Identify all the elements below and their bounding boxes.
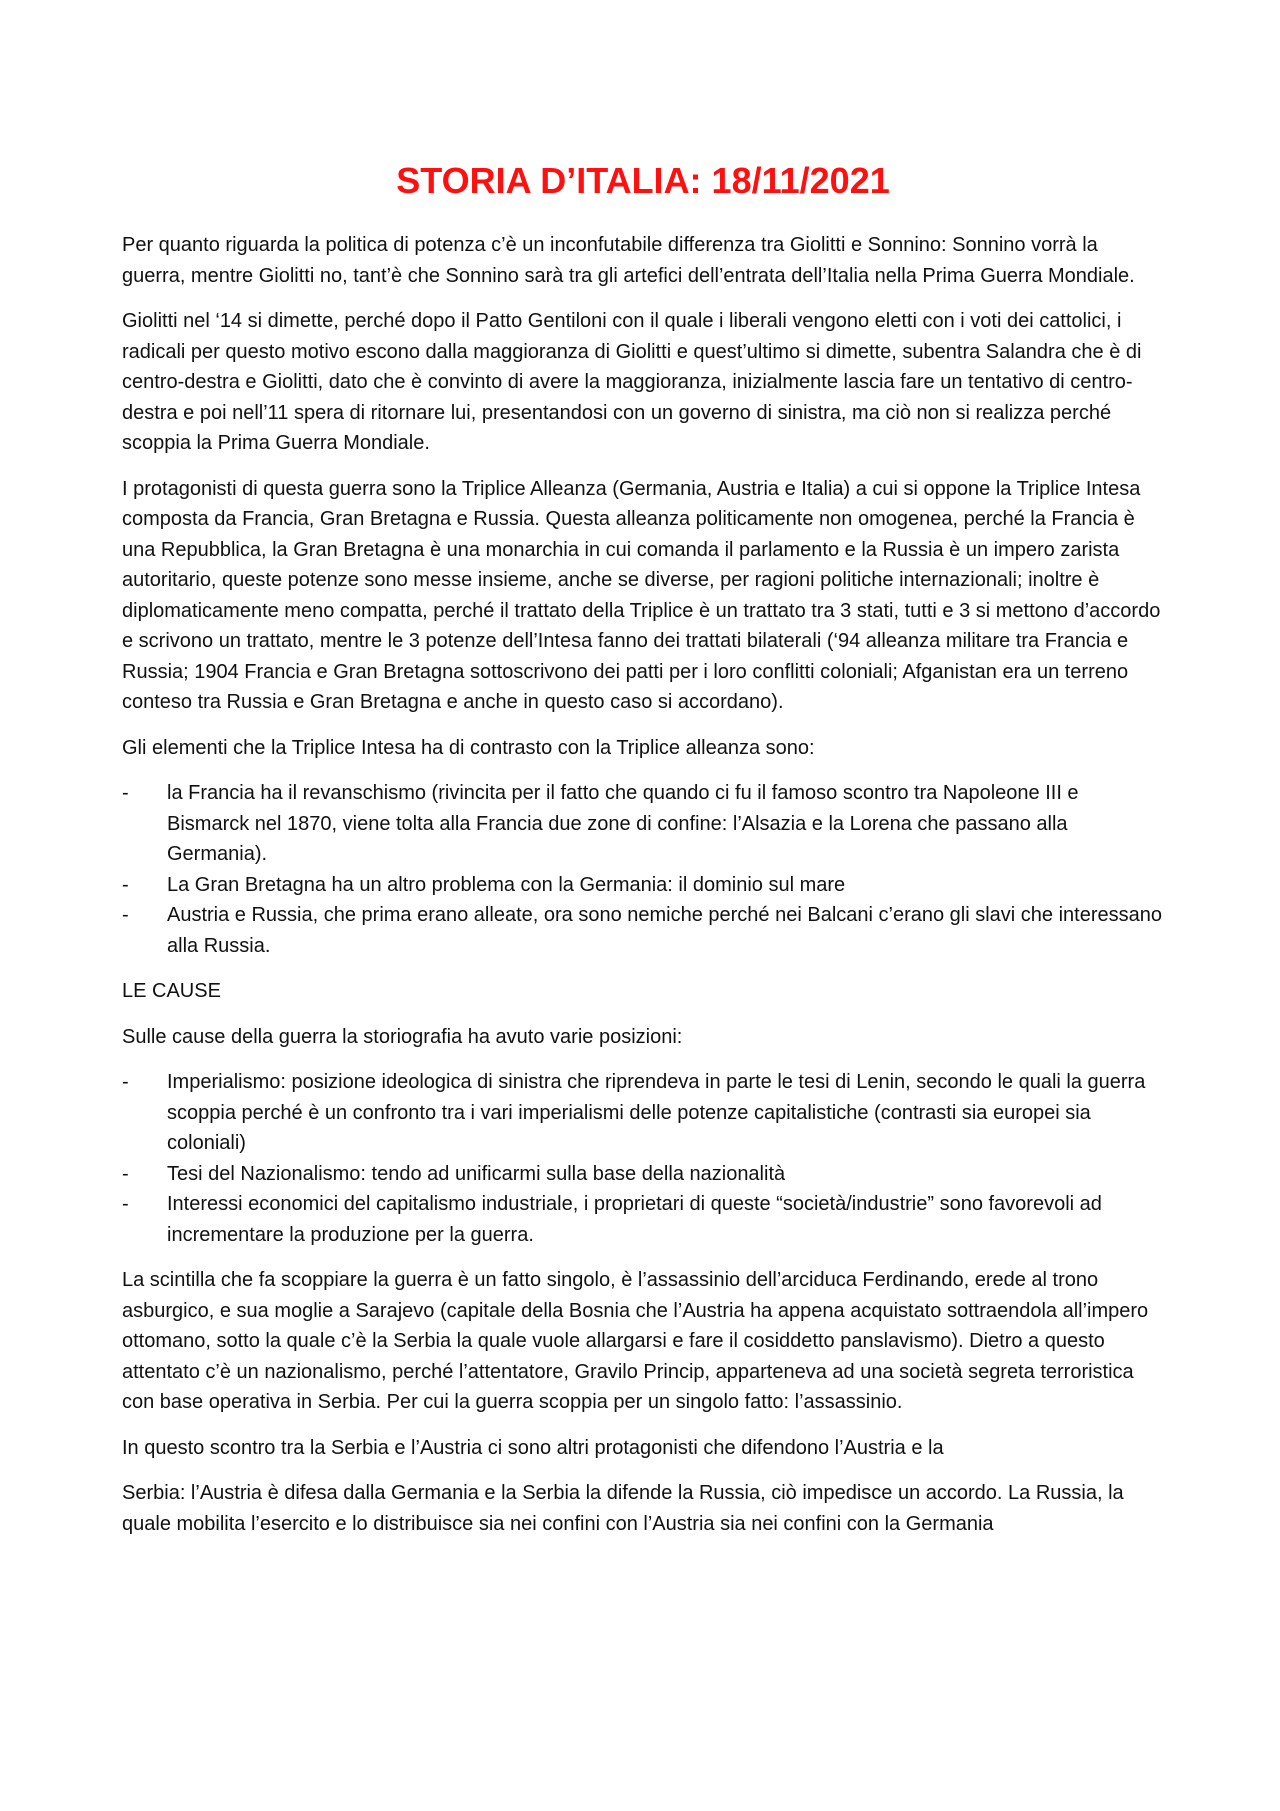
cause-item-text: Imperialismo: posizione ideologica di sinistra che riprendeva in parte le tesi di Lenin, secondo le quali la guerra scoppia perché è un confronto tra i vari imperialismi delle potenze capitalistiche (contrasti sia europei sia coloniali) [167,1071,1146,1154]
list-item [122,1159,1164,1190]
cause-item-text: Interessi economici del capitalismo industriale, i proprietari di queste “società/industrie” sono favorevoli ad incrementare la produzione per la guerra. [167,1193,1102,1246]
paragraph-politica-di-potenza: Per quanto riguarda la politica di potenza c’è un inconfutabile differenza tra Giolitti e Sonnino: Sonnino vorrà la guerra, mentre Giolitti no, tant’è che Sonnino sarà tra gli artefici dell’entrata dell’Italia nella Prima Guerra Mondiale. [122,234,1135,287]
paragraph-elementi-contrasto: Gli elementi che la Triplice Intesa ha di contrasto con la Triplice alleanza sono: [122,736,815,759]
paragraph-scintilla-guerra: La scintilla che fa scoppiare la guerra è un fatto singolo, è l’assassinio dell’arciduca Ferdinando, erede al trono asburgico, e sua moglie a Sarajevo (capitale della Bosnia che l’Austria ha appena acquistato sottraendola all’impero ottomano, sotto la quale c’è la Serbia la quale vuole allargarsi e fare il cosiddetto panslavismo). Dietro a questo attentato c’è un nazionalismo, perché l’attentatore, Gravilo Princip, apparteneva ad una società segreta terroristica con base operativa in Serbia. Per cui la guerra scoppia per un singolo fatto: l’assassinio. [122,1269,1149,1413]
paragraph-protagonisti-guerra: I protagonisti di questa guerra sono la Triplice Alleanza (Germania, Austria e Italia) a cui si oppone la Triplice Intesa composta da Francia, Gran Bretagna e Russia. Questa alleanza politicamente non omogenea, perché la Francia è una Repubblica, la Gran Bretagna è una monarchia in cui comanda il parlamento e la Russia è un impero zarista autoritario, queste potenze sono messe insieme, anche se diverse, per ragioni politiche internazionali; inoltre è diplomaticamente meno compatta, perché il trattato della Triplice è un trattato tra 3 stati, tutti e 3 si mettono d’accordo e scrivono un trattato, mentre le 3 potenze dell’Intesa fanno dei trattati bilaterali (‘94 alleanza militare tra Francia e Russia; 1904 Francia e Gran Bretagna sottoscrivono dei patti per i loro conflitti coloniali; Afganistan era un terreno conteso tra Russia e Gran Bretagna e anche in questo caso si accordano). [122,477,1161,713]
dash-bullet: - [122,1162,129,1185]
causes-list [122,1067,1164,1250]
dash-bullet: - [122,904,129,926]
causes-intro: Sulle cause della guerra la storiografia ha avuto varie posizioni: [122,1025,683,1048]
dash-bullet: - [122,1071,129,1093]
contrast-item-text: La Gran Bretagna ha un altro problema con la Germania: il dominio sul mare [167,873,846,896]
dash-bullet: - [122,1193,129,1215]
causes-heading: LE CAUSE [122,980,221,1002]
list-item [122,870,1164,901]
list-item [122,1067,1164,1159]
cause-item-text: Tesi del Nazionalismo: tendo ad unificarmi sulla base della nazionalità [167,1162,786,1185]
document-content [122,158,1164,1554]
paragraph-giolitti-dimissioni: Giolitti nel ‘14 si dimette, perché dopo il Patto Gentiloni con il quale i liberali vengono eletti con i voti dei cattolici, i radicali per questo motivo escono dalla maggioranza di Giolitti e quest’ultimo si dimette, subentra Salandra che è di centro-destra e Giolitti, dato che è convinto di avere la maggioranza, inizialmente lascia fare un tentativo di centro-destra e poi nell’11 spera di ritornare lui, presentandosi con un governo di sinistra, ma ciò non si realizza perché scoppia la Prima Guerra Mondiale. [122,310,1142,454]
list-item [122,1189,1164,1250]
dash-bullet: - [122,873,129,896]
contrast-item-text: la Francia ha il revanschismo (rivincita per il fatto che quando ci fu il famoso scontro tra Napoleone III e Bismarck nel 1870, viene tolta alla Francia due zone di confine: l’Alsazia e la Lorena che passano alla Germania). [167,782,1079,865]
page-title: STORIA D’ITALIA: 18/11/2021 [396,160,890,201]
list-item [122,900,1164,961]
paragraph-difese-alleanze: Serbia: l’Austria è difesa dalla Germania e la Serbia la difende la Russia, ciò impedisce un accordo. La Russia, la quale mobilita l’esercito e lo distribuisce sia nei confini con l’Austria sia nei confini con la Germania [122,1482,1124,1535]
contrasts-list [122,778,1164,961]
dash-bullet: - [122,782,129,804]
contrast-item-text: Austria e Russia, che prima erano alleate, ora sono nemiche perché nei Balcani c’erano gli slavi che interessano alla Russia. [167,904,1162,957]
paragraph-scontro-serbia-austria: In questo scontro tra la Serbia e l’Austria ci sono altri protagonisti che difendono l’Austria e la [122,1436,944,1459]
list-item [122,778,1164,870]
